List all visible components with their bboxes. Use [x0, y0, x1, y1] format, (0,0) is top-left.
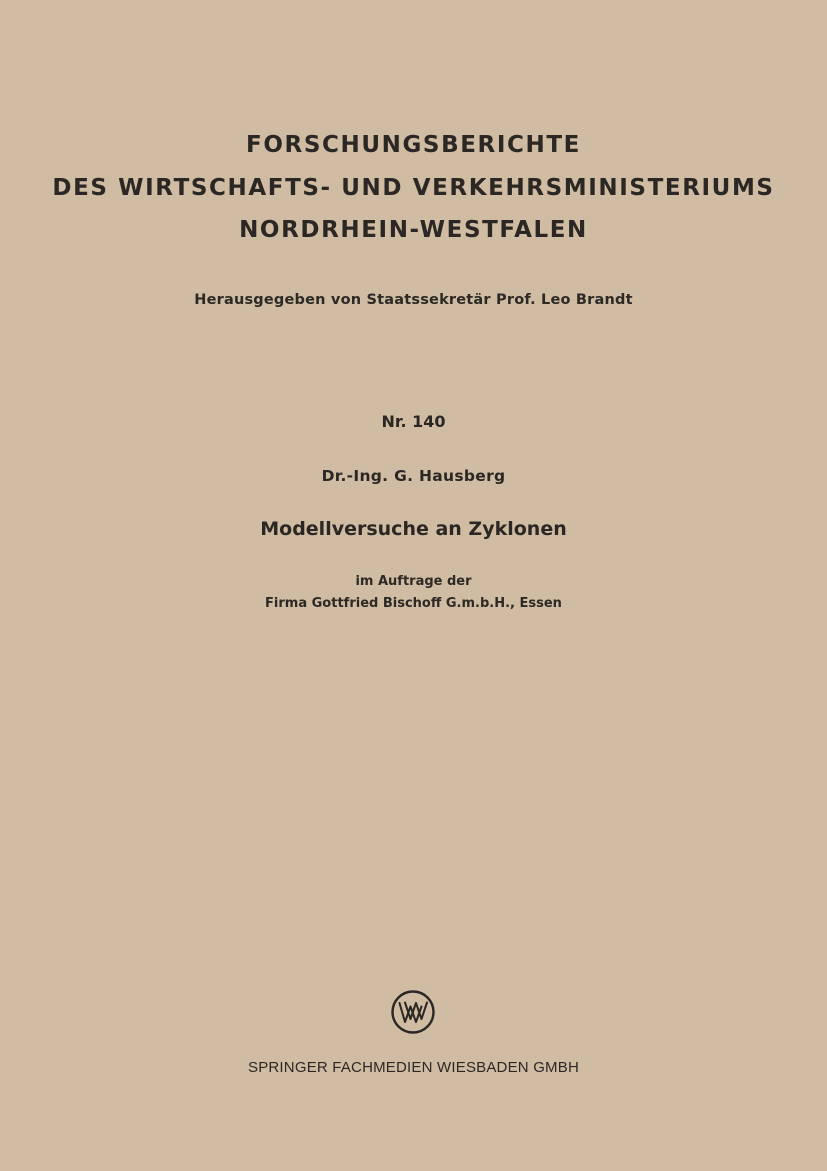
book-title: Modellversuche an Zyklonen	[260, 518, 567, 540]
series-title-line-3: NORDRHEIN-WESTFALEN	[239, 217, 588, 243]
springer-w-circle-logo-icon	[390, 989, 436, 1035]
commission-line-2: Firma Gottfried Bischoff G.m.b.H., Essen	[265, 596, 562, 611]
publisher-name: SPRINGER FACHMEDIEN WIESBADEN GMBH	[247, 1059, 579, 1076]
series-title-line-2: DES WIRTSCHAFTS- UND VERKEHRSMINISTERIUMS	[52, 175, 775, 201]
editor-line: Herausgegeben von Staatssekretär Prof. Leo Brandt	[194, 292, 633, 308]
report-number: Nr. 140	[381, 412, 446, 431]
commission-line-1: im Auftrage der	[355, 574, 472, 589]
author-name: Dr.-Ing. G. Hausberg	[321, 467, 506, 485]
series-title-line-1: FORSCHUNGSBERICHTE	[246, 132, 581, 158]
